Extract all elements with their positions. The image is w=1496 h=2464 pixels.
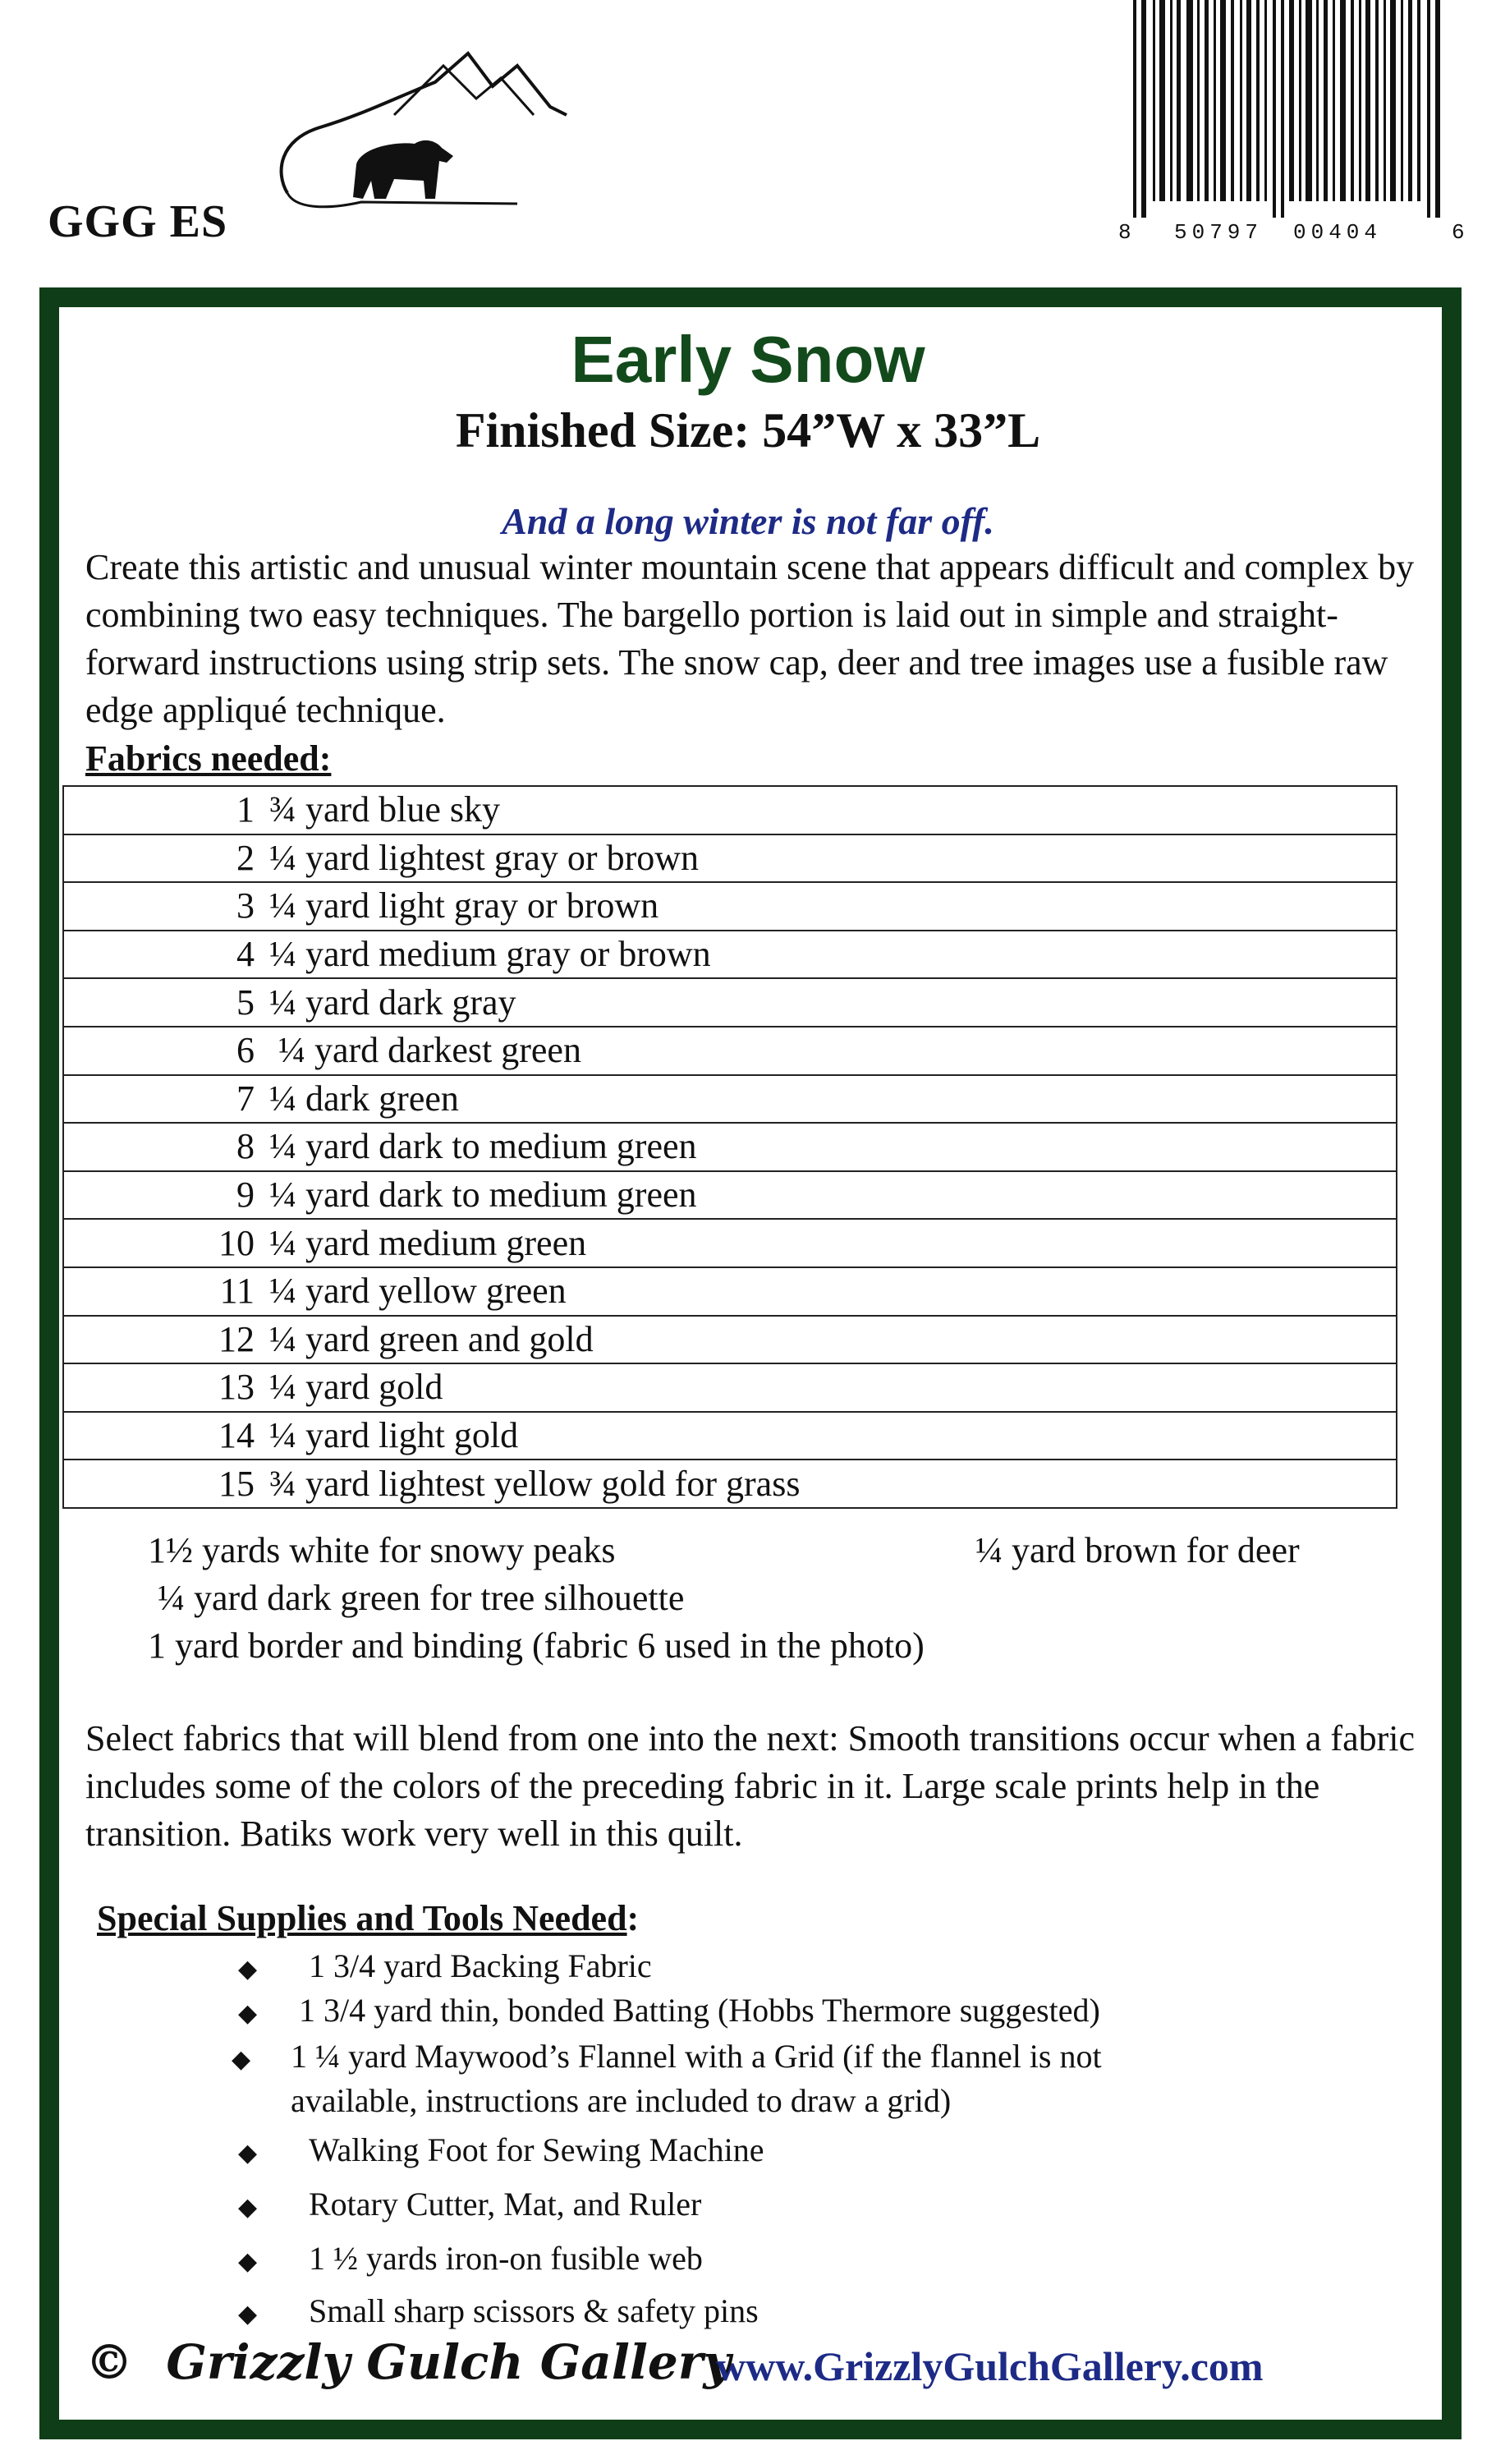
diamond-bullet-icon: ◆ bbox=[232, 2046, 251, 2073]
table-row bbox=[63, 1412, 1397, 1460]
brand-name: Grizzly Gulch Gallery bbox=[166, 2334, 732, 2390]
fabric-number: 14 bbox=[218, 1415, 255, 1456]
supply-item: 1 ½ yards iron-on fusible web bbox=[309, 2240, 703, 2277]
supply-item-continued: available, instructions are included to draw a grid) bbox=[291, 2082, 952, 2119]
tagline: And a long winter is not far off. bbox=[502, 500, 994, 542]
fabric-description: ¼ yard yellow green bbox=[269, 1271, 567, 1312]
table-row bbox=[63, 786, 1397, 834]
supply-item: Walking Foot for Sewing Machine bbox=[309, 2131, 764, 2168]
finished-size: Finished Size: 54”W x 33”L bbox=[455, 403, 1041, 457]
fabric-description: ¼ yard dark to medium green bbox=[269, 1175, 697, 1216]
fabric-number: 2 bbox=[236, 837, 255, 878]
table-row bbox=[63, 1460, 1397, 1508]
table-row bbox=[63, 1267, 1397, 1316]
diamond-bullet-icon: ◆ bbox=[238, 2000, 258, 2027]
table-row bbox=[63, 1316, 1397, 1364]
diamond-bullet-icon: ◆ bbox=[238, 2248, 258, 2275]
fabric-description: ¼ yard medium green bbox=[269, 1222, 587, 1263]
barcode-digits-left: 50797 bbox=[1174, 220, 1264, 245]
table-row bbox=[63, 1363, 1397, 1412]
fabric-number: 5 bbox=[236, 981, 255, 1023]
pattern-code: GGG ES bbox=[48, 196, 228, 247]
extra-tree-fabric: ¼ yard dark green for tree silhouette bbox=[158, 1578, 685, 1618]
fabric-number: 13 bbox=[218, 1367, 255, 1408]
fabric-description: ¾ yard lightest yellow gold for grass bbox=[269, 1463, 801, 1504]
extra-white-fabric: 1½ yards white for snowy peaks bbox=[148, 1530, 616, 1570]
table-row bbox=[63, 1219, 1397, 1267]
supply-item: 1 3/4 yard Backing Fabric bbox=[309, 1947, 652, 1984]
fabric-description: ¼ yard gold bbox=[269, 1367, 443, 1408]
barcode-digit-last: 6 bbox=[1452, 220, 1465, 245]
fabric-number: 9 bbox=[236, 1175, 255, 1216]
intro-paragraph: Create this artistic and unusual winter mountain scene that appears difficult and complex by combining two easy techniques. The bargello portion is laid out in simple and straight-forward instructions using strip sets. The snow cap, deer and tree images use a fusible raw edge appliqué technique. bbox=[85, 547, 1415, 730]
pattern-title: Early Snow bbox=[571, 323, 925, 396]
fabric-number: 7 bbox=[236, 1078, 255, 1119]
copyright-symbol: © bbox=[85, 2334, 133, 2390]
table-row bbox=[63, 882, 1397, 931]
fabrics-heading: Fabrics needed: bbox=[85, 738, 332, 779]
fabric-description: ¼ yard dark gray bbox=[269, 981, 516, 1023]
table-row bbox=[63, 978, 1397, 1027]
fabric-description: ¼ yard lightest gray or brown bbox=[269, 837, 699, 878]
supplies-heading-text: Special Supplies and Tools Needed bbox=[97, 1898, 627, 1938]
barcode-digit-first: 8 bbox=[1118, 220, 1131, 245]
supply-item: 1 3/4 yard thin, bonded Batting (Hobbs Thermore suggested) bbox=[299, 1992, 1100, 2029]
fabric-number: 6 bbox=[236, 1030, 255, 1071]
fabric-description: ¼ yard green and gold bbox=[269, 1318, 594, 1359]
fabric-description: ¼ dark green bbox=[269, 1078, 459, 1119]
supply-item: 1 ¼ yard Maywood’s Flannel with a Grid (if the flannel is not bbox=[291, 2038, 1102, 2075]
footer-brand bbox=[85, 2334, 731, 2390]
extra-border-fabric: 1 yard border and binding (fabric 6 used in the photo) bbox=[148, 1625, 925, 1666]
barcode-digits-right: 00404 bbox=[1293, 220, 1383, 245]
table-row bbox=[63, 1123, 1397, 1171]
extra-brown-fabric: ¼ yard brown for deer bbox=[975, 1530, 1300, 1570]
table-row bbox=[63, 1075, 1397, 1124]
fabric-description: ¼ yard dark to medium green bbox=[269, 1126, 697, 1167]
fabric-number: 4 bbox=[236, 934, 255, 975]
table-row bbox=[63, 1171, 1397, 1220]
fabric-description: ¼ yard light gray or brown bbox=[269, 885, 659, 926]
fabric-description: ¼ yard medium gray or brown bbox=[269, 934, 711, 975]
fabric-description: ¼ yard darkest green bbox=[269, 1030, 581, 1071]
supply-item: Rotary Cutter, Mat, and Ruler bbox=[309, 2186, 702, 2223]
fabric-description: ¾ yard blue sky bbox=[269, 789, 501, 830]
barcode-icon bbox=[1118, 0, 1470, 245]
diamond-bullet-icon: ◆ bbox=[238, 2301, 258, 2328]
fabric-number: 8 bbox=[236, 1126, 255, 1167]
diamond-bullet-icon: ◆ bbox=[238, 2140, 258, 2167]
fabric-description: ¼ yard light gold bbox=[269, 1415, 519, 1456]
table-row bbox=[63, 931, 1397, 979]
fabric-table bbox=[62, 785, 1397, 1509]
table-row bbox=[63, 834, 1397, 883]
website-link[interactable]: www.GrizzlyGulchGallery.com bbox=[716, 2343, 1264, 2389]
fabric-number: 12 bbox=[218, 1318, 255, 1359]
fabric-number: 1 bbox=[236, 789, 255, 830]
fabric-number: 15 bbox=[218, 1463, 255, 1504]
fabric-number: 11 bbox=[219, 1271, 255, 1312]
supplies-heading: Special Supplies and Tools Needed: bbox=[97, 1898, 640, 1938]
table-row bbox=[63, 1027, 1397, 1075]
diamond-bullet-icon: ◆ bbox=[238, 1956, 258, 1983]
fabric-number: 3 bbox=[236, 885, 255, 926]
blend-paragraph: Select fabrics that will blend from one into the next: Smooth transitions occur when a fabric includes some of the colors of the preceding fabric in it. Large scale prints help in the transition. Batiks work very well in this quilt. bbox=[85, 1718, 1416, 1854]
fabric-number: 10 bbox=[218, 1222, 255, 1263]
supply-item: Small sharp scissors & safety pins bbox=[309, 2292, 759, 2329]
bear-mountain-logo-icon bbox=[271, 49, 599, 230]
diamond-bullet-icon: ◆ bbox=[238, 2194, 258, 2221]
